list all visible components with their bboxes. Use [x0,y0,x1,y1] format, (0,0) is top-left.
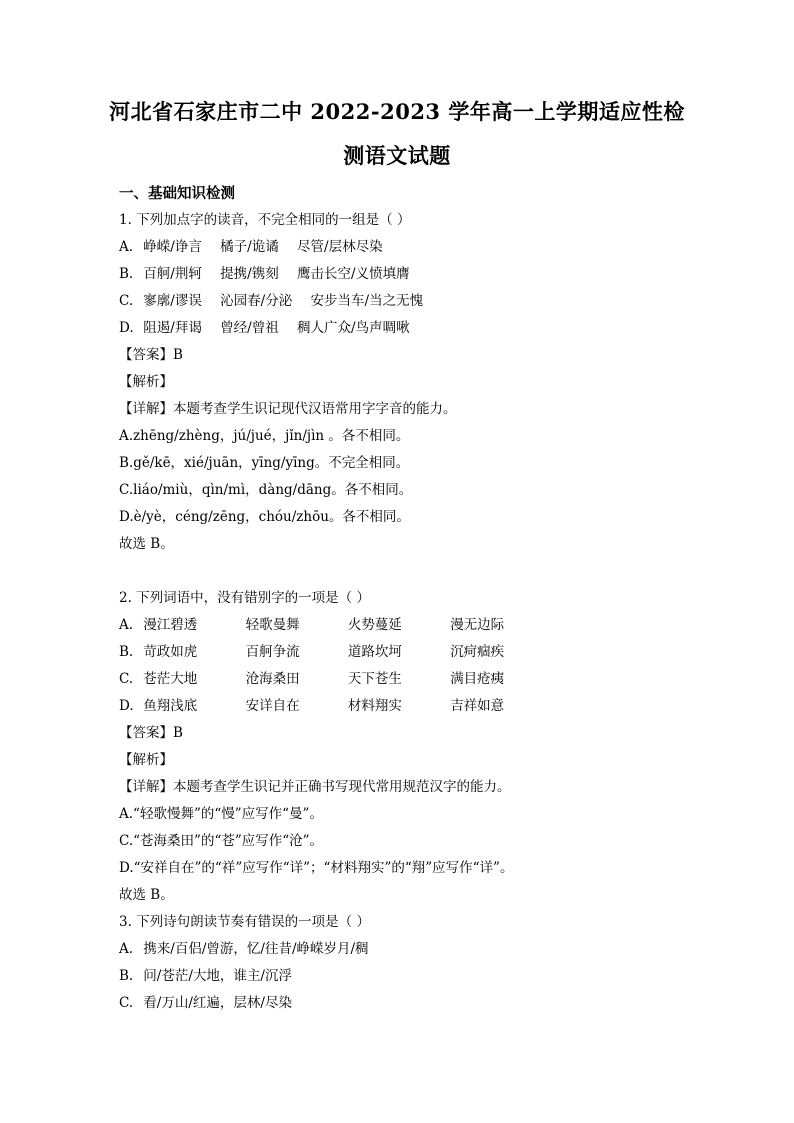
section-heading: 一、基础知识检测 [119,185,235,202]
question-2-option-d [119,693,719,720]
question-3-option-a [119,936,719,963]
option-label: D. [119,320,134,336]
option-word: 漫无边际 [450,617,505,633]
option-word: 阻遏/拜谒 [143,320,202,336]
question-2-explanation-line: C.“苍海桑田”的“苍”应写作“沧”。 [119,833,324,849]
option-label: A. [119,239,134,255]
question-1-explanation-line: D.è/yè，céng/zēng，chóu/zhōu。各不相同。 [119,509,410,525]
question-2-option-a [119,612,719,639]
question-1-explanation-line: A.zhēng/zhèng，jú/jué，jǐn/jìn 。各不相同。 [119,428,410,444]
question-3-option-b [119,963,719,990]
option-word: 寥廓/谬误 [143,293,202,309]
question-3-option-c [119,990,719,1017]
question-1-analysis-tag: 【解析】 [119,374,173,390]
option-label: C. [119,293,134,309]
question-2-conclusion: 故选 B。 [119,887,174,903]
document-body [119,180,719,1017]
option-word: 吉祥如意 [450,698,505,714]
question-1-explanation-line: B.gě/kē，xié/juān，yīng/yīng。不完全相同。 [119,455,410,471]
option-label: B. [119,968,134,984]
option-word: 天下苍生 [347,671,402,687]
option-label: C. [119,995,134,1011]
question-1-detail: 【详解】本题考查学生识记现代汉语常用字字音的能力。 [119,401,457,417]
option-word: 苍茫大地 [143,671,198,687]
question-2-stem: 2. 下列词语中，没有错别字的一项是（ ） [119,590,370,606]
option-word: 沁园春/分泌 [220,293,293,309]
option-label: C. [119,671,134,687]
option-label: B. [119,644,134,660]
question-2-option-c [119,666,719,693]
option-word: 苛政如虎 [143,644,198,660]
question-2-explanation-line: A.“轻歌慢舞”的“慢”应写作“曼”。 [119,806,323,822]
option-label: B. [119,266,134,282]
option-word: 峥嵘/诤言 [143,239,202,255]
question-2-explanation-line: D.“安祥自在”的“祥”应写作“详”；“材料翔实”的“翔”应写作“详”。 [119,860,514,876]
question-1-option-d [119,315,719,342]
question-1-conclusion: 故选 B。 [119,536,174,552]
option-word: 火势蔓延 [347,617,402,633]
option-word: 满目疮痍 [450,671,505,687]
spacer [119,558,719,585]
option-text: 看/万山/红遍，层林/尽染 [143,995,292,1011]
question-1-option-b [119,261,719,288]
option-word: 道路坎坷 [347,644,402,660]
option-word: 鹰击长空/义愤填膺 [297,266,410,282]
option-label: A. [119,617,134,633]
question-2-detail: 【详解】本题考查学生识记并正确书写现代常用规范汉字的能力。 [119,779,511,795]
option-word: 沧海桑田 [245,671,300,687]
option-text: 携来/百侣/曾游，忆/往昔/峥嵘岁月/稠 [143,941,369,957]
option-word: 橘子/诡谲 [220,239,279,255]
question-3-stem: 3. 下列诗句朗读节奏有错误的一项是（ ） [119,914,370,930]
option-word: 曾经/曾祖 [220,320,279,336]
question-2-answer: 【答案】B [119,725,183,741]
option-word: 百舸/荆轲 [143,266,202,282]
question-1-explanation-line: C.liáo/miù，qìn/mì，dàng/dāng。各不相同。 [119,482,413,498]
option-word: 稠人广众/鸟声啁啾 [297,320,410,336]
option-word: 提携/镌刻 [220,266,279,282]
option-text: 问/苍茫/大地，谁主/沉浮 [143,968,292,984]
question-2-analysis-tag: 【解析】 [119,752,173,768]
option-label: D. [119,698,134,714]
question-1-option-a [119,234,719,261]
option-word: 百舸争流 [245,644,300,660]
question-1-answer: 【答案】B [119,347,183,363]
question-1-stem: 1. 下列加点字的读音，不完全相同的一组是（ ） [119,212,411,228]
option-word: 沉疴痼疾 [450,644,505,660]
question-2-option-b [119,639,719,666]
option-word: 轻歌曼舞 [245,617,300,633]
option-word: 鱼翔浅底 [143,698,198,714]
document-title-line-1: 河北省石家庄市二中 2022-2023 学年高一上学期适应性检 [109,99,685,124]
document-title-line-2: 测语文试题 [343,143,451,168]
option-word: 安步当车/当之无愧 [310,293,424,309]
option-word: 尽管/层林尽染 [297,239,383,255]
question-1-option-c [119,288,719,315]
option-word: 材料翔实 [347,698,402,714]
option-word: 漫江碧透 [143,617,198,633]
option-label: A. [119,941,134,957]
option-word: 安详自在 [245,698,300,714]
